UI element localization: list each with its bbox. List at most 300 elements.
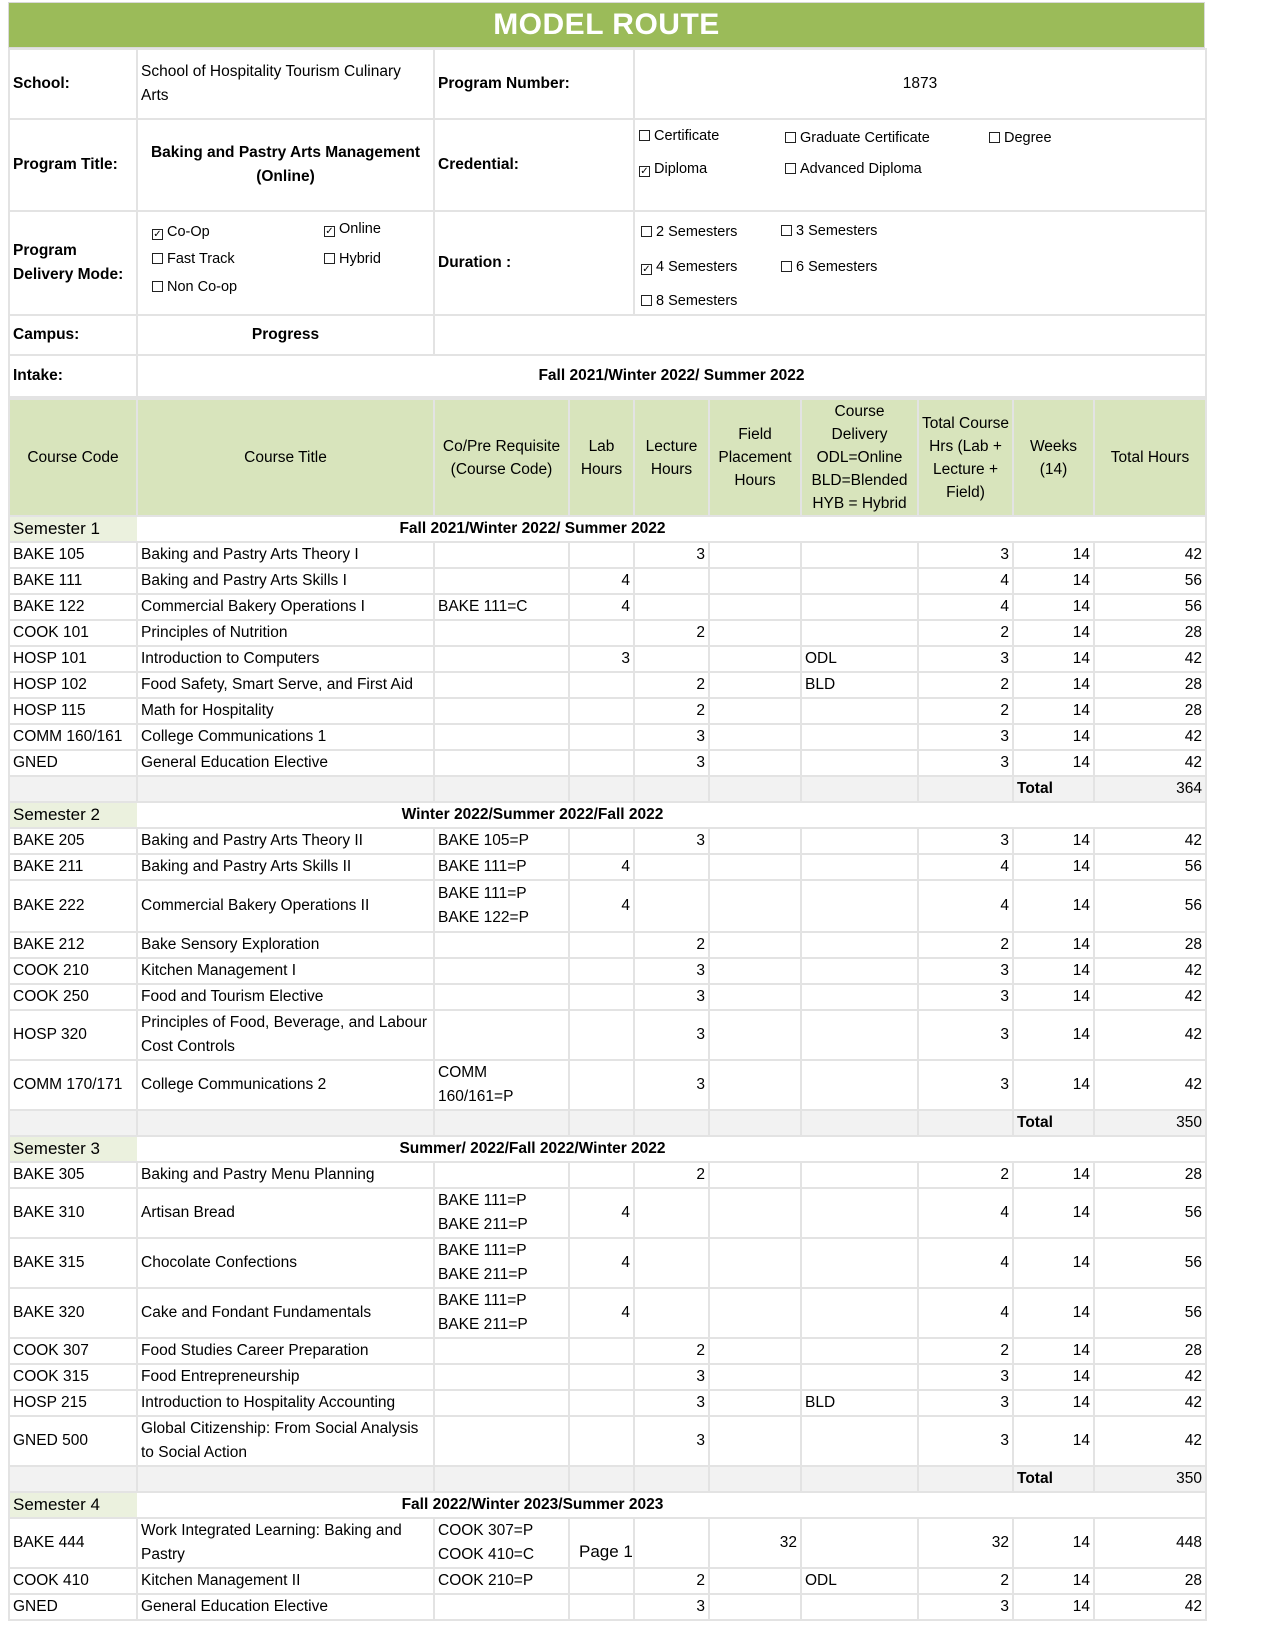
program-number-label: Program Number: (434, 49, 634, 119)
cell-delivery (801, 724, 918, 750)
cell-weeks: 14 (1013, 1390, 1094, 1416)
cell-delivery (801, 958, 918, 984)
cell-weeks: 14 (1013, 1416, 1094, 1466)
course-row (9, 1594, 1206, 1620)
cell-field (709, 672, 801, 698)
cell-course-hrs: 4 (918, 1188, 1013, 1238)
cell-code: COOK 315 (9, 1364, 137, 1390)
cell-delivery (801, 1162, 918, 1188)
column-header: Total Course Hrs (Lab + Lecture + Field) (918, 399, 1013, 516)
course-row (9, 984, 1206, 1010)
cell-delivery (801, 698, 918, 724)
empty-cell (801, 1110, 918, 1136)
cell-total: 28 (1094, 1568, 1206, 1594)
empty-cell (9, 1110, 137, 1136)
cell-field (709, 698, 801, 724)
cell-lab (569, 958, 634, 984)
cell-lab (569, 724, 634, 750)
campus-row (9, 315, 1206, 355)
unchecked-checkbox-icon[interactable] (152, 281, 163, 292)
cell-delivery: ODL (801, 1568, 918, 1594)
course-row (9, 854, 1206, 880)
course-row (9, 1288, 1206, 1338)
cell-total: 28 (1094, 672, 1206, 698)
semester-term: Fall 2021/Winter 2022/ Summer 2022 (137, 516, 1206, 542)
cell-title: Baking and Pastry Arts Skills I (137, 568, 434, 594)
option-label: Fast Track (167, 251, 235, 267)
cell-lecture: 2 (634, 932, 709, 958)
option-label: Advanced Diploma (800, 161, 922, 177)
cell-lecture: 2 (634, 672, 709, 698)
option-diploma[interactable] (639, 157, 707, 181)
course-row (9, 1162, 1206, 1188)
cell-course-hrs: 3 (918, 1010, 1013, 1060)
column-header: Total Hours (1094, 399, 1206, 516)
option-fast-track[interactable] (152, 247, 235, 271)
cell-prereq (434, 1594, 569, 1620)
cell-total: 56 (1094, 1188, 1206, 1238)
unchecked-checkbox-icon[interactable] (781, 261, 792, 272)
column-header: Field Placement Hours (709, 399, 801, 516)
checked-checkbox-icon[interactable]: ✓ (325, 226, 334, 237)
cell-total: 56 (1094, 568, 1206, 594)
option-hybrid[interactable] (324, 247, 381, 271)
cell-code: COOK 410 (9, 1568, 137, 1594)
cell-course-hrs: 3 (918, 646, 1013, 672)
cell-field (709, 854, 801, 880)
semester-label: Semester 2 (9, 802, 137, 828)
option-6-semesters[interactable] (781, 255, 877, 279)
course-row (9, 1010, 1206, 1060)
cell-field: 32 (709, 1518, 801, 1568)
cell-prereq: BAKE 111=P BAKE 211=P (434, 1188, 569, 1238)
checked-checkbox-icon[interactable]: ✓ (642, 264, 651, 275)
empty-cell (9, 776, 137, 802)
column-header: Lab Hours (569, 399, 634, 516)
cell-lab (569, 672, 634, 698)
cell-weeks: 14 (1013, 828, 1094, 854)
unchecked-checkbox-icon[interactable] (324, 253, 335, 264)
cell-field (709, 1338, 801, 1364)
cell-code: GNED (9, 750, 137, 776)
option-certificate[interactable] (639, 124, 719, 148)
cell-delivery (801, 1338, 918, 1364)
course-row (9, 958, 1206, 984)
cell-lab (569, 984, 634, 1010)
course-row (9, 698, 1206, 724)
cell-lab: 4 (569, 1238, 634, 1288)
option-label: Diploma (654, 161, 708, 177)
cell-lab (569, 1390, 634, 1416)
cell-prereq (434, 724, 569, 750)
cell-delivery (801, 1010, 918, 1060)
intake-value: Fall 2021/Winter 2022/ Summer 2022 (137, 355, 1206, 397)
semester-total-row (9, 1466, 1206, 1492)
cell-lecture: 3 (634, 1594, 709, 1620)
cell-field (709, 880, 801, 932)
cell-prereq: BAKE 111=P BAKE 211=P (434, 1238, 569, 1288)
cell-lab (569, 750, 634, 776)
column-header: Lecture Hours (634, 399, 709, 516)
cell-prereq (434, 984, 569, 1010)
empty-cell (137, 776, 434, 802)
cell-prereq: BAKE 111=P (434, 854, 569, 880)
unchecked-checkbox-icon[interactable] (785, 132, 796, 143)
cell-delivery: BLD (801, 1390, 918, 1416)
credential-label: Credential: (434, 119, 634, 211)
empty-cell (9, 1466, 137, 1492)
cell-field (709, 620, 801, 646)
cell-course-hrs: 2 (918, 932, 1013, 958)
cell-code: BAKE 310 (9, 1188, 137, 1238)
cell-weeks: 14 (1013, 1338, 1094, 1364)
cell-prereq (434, 932, 569, 958)
option-graduate-certificate[interactable] (785, 126, 930, 150)
empty-cell (801, 776, 918, 802)
empty-cell (918, 1110, 1013, 1136)
option-label: 8 Semesters (656, 293, 738, 309)
unchecked-checkbox-icon[interactable] (989, 132, 1000, 143)
cell-prereq: COMM 160/161=P (434, 1060, 569, 1110)
cell-lecture: 2 (634, 620, 709, 646)
cell-code: COOK 101 (9, 620, 137, 646)
cell-total: 42 (1094, 1390, 1206, 1416)
unchecked-checkbox-icon[interactable] (641, 295, 652, 306)
cell-prereq: BAKE 111=C (434, 594, 569, 620)
cell-course-hrs: 32 (918, 1518, 1013, 1568)
cell-prereq: BAKE 105=P (434, 828, 569, 854)
cell-field (709, 1188, 801, 1238)
checked-checkbox-icon[interactable]: ✓ (153, 229, 162, 240)
unchecked-checkbox-icon[interactable] (781, 225, 792, 236)
cell-title: Baking and Pastry Arts Theory I (137, 542, 434, 568)
cell-total: 42 (1094, 724, 1206, 750)
cell-delivery (801, 1416, 918, 1466)
cell-course-hrs: 3 (918, 958, 1013, 984)
cell-course-hrs: 3 (918, 1364, 1013, 1390)
empty-cell (569, 776, 634, 802)
cell-title: Baking and Pastry Menu Planning (137, 1162, 434, 1188)
cell-total: 28 (1094, 698, 1206, 724)
cell-title: General Education Elective (137, 1594, 434, 1620)
cell-code: BAKE 205 (9, 828, 137, 854)
option-label: 3 Semesters (796, 223, 878, 239)
cell-title: Principles of Food, Beverage, and Labour Cost Controls (137, 1010, 434, 1060)
cell-field (709, 1416, 801, 1466)
cell-weeks: 14 (1013, 880, 1094, 932)
cell-course-hrs: 3 (918, 828, 1013, 854)
option-label: Co-Op (167, 224, 210, 240)
option-advanced-diploma[interactable] (785, 157, 922, 181)
cell-code: GNED 500 (9, 1416, 137, 1466)
empty-cell (709, 1110, 801, 1136)
cell-total: 28 (1094, 932, 1206, 958)
semester-term: Winter 2022/Summer 2022/Fall 2022 (137, 802, 1206, 828)
option-4-semesters[interactable] (641, 255, 737, 279)
semester-header-row (9, 516, 1206, 542)
cell-prereq: BAKE 111=P BAKE 122=P (434, 880, 569, 932)
cell-course-hrs: 2 (918, 1338, 1013, 1364)
cell-field (709, 1594, 801, 1620)
semester-header-row (9, 1492, 1206, 1518)
empty-cell (801, 1466, 918, 1492)
page-number: Page 1 (579, 1542, 633, 1561)
semester-total-value: 350 (1094, 1466, 1206, 1492)
unchecked-checkbox-icon[interactable] (641, 226, 652, 237)
cell-lecture (634, 1288, 709, 1338)
delivery-mode-label: Program Delivery Mode: (9, 211, 137, 315)
course-table (8, 398, 1207, 1621)
cell-prereq (434, 672, 569, 698)
option-label: Degree (1004, 130, 1052, 146)
cell-lab: 4 (569, 594, 634, 620)
cell-total: 42 (1094, 542, 1206, 568)
empty-cell (434, 1110, 569, 1136)
course-row (9, 724, 1206, 750)
cell-field (709, 1162, 801, 1188)
option-degree[interactable] (989, 126, 1052, 150)
school-value: School of Hospitality Tourism Culinary Arts (137, 49, 434, 119)
option-co-op[interactable] (152, 220, 210, 244)
cell-code: BAKE 111 (9, 568, 137, 594)
total-label: Total (1013, 1110, 1094, 1136)
semester-label: Semester 1 (9, 516, 137, 542)
cell-lecture: 3 (634, 1416, 709, 1466)
cell-weeks: 14 (1013, 724, 1094, 750)
cell-course-hrs: 4 (918, 854, 1013, 880)
option-8-semesters[interactable] (641, 289, 737, 313)
cell-delivery (801, 620, 918, 646)
course-row (9, 1390, 1206, 1416)
cell-course-hrs: 4 (918, 1288, 1013, 1338)
cell-course-hrs: 3 (918, 724, 1013, 750)
cell-lab (569, 1364, 634, 1390)
cell-field (709, 1060, 801, 1110)
cell-lab (569, 542, 634, 568)
cell-lecture (634, 1518, 709, 1568)
cell-course-hrs: 3 (918, 984, 1013, 1010)
cell-weeks: 14 (1013, 1188, 1094, 1238)
total-label: Total (1013, 776, 1094, 802)
cell-delivery (801, 1238, 918, 1288)
cell-delivery (801, 1518, 918, 1568)
option-non-co-op[interactable] (152, 275, 237, 299)
cell-lab: 4 (569, 568, 634, 594)
cell-prereq (434, 750, 569, 776)
cell-course-hrs: 4 (918, 594, 1013, 620)
cell-weeks: 14 (1013, 1518, 1094, 1568)
cell-delivery (801, 984, 918, 1010)
option-3-semesters[interactable] (781, 219, 877, 243)
cell-total: 42 (1094, 1010, 1206, 1060)
cell-field (709, 1390, 801, 1416)
cell-code: HOSP 101 (9, 646, 137, 672)
cell-code: GNED (9, 1594, 137, 1620)
option-label: 4 Semesters (656, 259, 738, 275)
program-title-value: Baking and Pastry Arts Management (Online) (137, 119, 434, 211)
cell-course-hrs: 3 (918, 1594, 1013, 1620)
cell-lecture: 3 (634, 1060, 709, 1110)
cell-delivery (801, 854, 918, 880)
cell-code: COMM 160/161 (9, 724, 137, 750)
cell-field (709, 542, 801, 568)
column-header: Course Delivery ODL=Online BLD=Blended HYB = Hybrid (801, 399, 918, 516)
cell-weeks: 14 (1013, 542, 1094, 568)
cell-total: 448 (1094, 1518, 1206, 1568)
course-row (9, 828, 1206, 854)
delivery-duration-row (9, 211, 1206, 315)
semester-total-value: 364 (1094, 776, 1206, 802)
cell-prereq (434, 542, 569, 568)
empty-cell (634, 776, 709, 802)
model-route-page (8, 2, 1205, 1621)
cell-prereq (434, 646, 569, 672)
option-2-semesters[interactable] (641, 220, 737, 244)
cell-prereq (434, 568, 569, 594)
cell-delivery (801, 750, 918, 776)
course-row (9, 1338, 1206, 1364)
course-row (9, 594, 1206, 620)
option-label: 2 Semesters (656, 224, 738, 240)
column-header: Weeks (14) (1013, 399, 1094, 516)
cell-course-hrs: 3 (918, 750, 1013, 776)
empty-cell (137, 1110, 434, 1136)
column-header-row (9, 399, 1206, 516)
cell-title: Baking and Pastry Arts Theory II (137, 828, 434, 854)
course-row (9, 880, 1206, 932)
unchecked-checkbox-icon[interactable] (785, 163, 796, 174)
empty-cell (918, 1466, 1013, 1492)
cell-lecture (634, 568, 709, 594)
program-info-table (8, 48, 1207, 398)
cell-lab (569, 620, 634, 646)
cell-field (709, 594, 801, 620)
cell-lab: 4 (569, 1288, 634, 1338)
cell-code: BAKE 212 (9, 932, 137, 958)
option-label: 6 Semesters (796, 259, 878, 275)
cell-weeks: 14 (1013, 1060, 1094, 1110)
cell-course-hrs: 4 (918, 1238, 1013, 1288)
cell-prereq (434, 1162, 569, 1188)
cell-title: Commercial Bakery Operations II (137, 880, 434, 932)
cell-title: Introduction to Computers (137, 646, 434, 672)
cell-lecture: 3 (634, 1364, 709, 1390)
intake-row (9, 355, 1206, 397)
cell-delivery (801, 932, 918, 958)
cell-field (709, 828, 801, 854)
cell-title: Food Studies Career Preparation (137, 1338, 434, 1364)
cell-total: 42 (1094, 1594, 1206, 1620)
cell-lecture (634, 646, 709, 672)
cell-title: Baking and Pastry Arts Skills II (137, 854, 434, 880)
cell-code: HOSP 115 (9, 698, 137, 724)
cell-total: 42 (1094, 1060, 1206, 1110)
course-row (9, 1238, 1206, 1288)
course-row (9, 568, 1206, 594)
cell-field (709, 1568, 801, 1594)
option-label: Graduate Certificate (800, 130, 930, 146)
cell-lab (569, 828, 634, 854)
cell-lecture (634, 854, 709, 880)
cell-total: 42 (1094, 646, 1206, 672)
cell-delivery (801, 1060, 918, 1110)
cell-title: Food Entrepreneurship (137, 1364, 434, 1390)
unchecked-checkbox-icon[interactable] (639, 130, 650, 141)
cell-course-hrs: 3 (918, 542, 1013, 568)
cell-course-hrs: 2 (918, 672, 1013, 698)
cell-title: Artisan Bread (137, 1188, 434, 1238)
semester-total-value: 350 (1094, 1110, 1206, 1136)
course-row (9, 1416, 1206, 1466)
cell-weeks: 14 (1013, 646, 1094, 672)
cell-title: Kitchen Management II (137, 1568, 434, 1594)
cell-total: 42 (1094, 958, 1206, 984)
program-title-label: Program Title: (9, 119, 137, 211)
cell-code: COOK 250 (9, 984, 137, 1010)
cell-prereq (434, 1416, 569, 1466)
cell-field (709, 958, 801, 984)
cell-lab (569, 1162, 634, 1188)
unchecked-checkbox-icon[interactable] (152, 253, 163, 264)
cell-title: Introduction to Hospitality Accounting (137, 1390, 434, 1416)
cell-prereq: COOK 210=P (434, 1568, 569, 1594)
cell-weeks: 14 (1013, 672, 1094, 698)
page-title: MODEL ROUTE (8, 2, 1205, 48)
cell-title: Food and Tourism Elective (137, 984, 434, 1010)
cell-total: 28 (1094, 620, 1206, 646)
cell-course-hrs: 2 (918, 620, 1013, 646)
cell-lab (569, 1594, 634, 1620)
checked-checkbox-icon[interactable]: ✓ (640, 166, 649, 177)
semester-term: Summer/ 2022/Fall 2022/Winter 2022 (137, 1136, 1206, 1162)
cell-lab (569, 1060, 634, 1110)
empty-cell (434, 1466, 569, 1492)
cell-prereq (434, 620, 569, 646)
cell-weeks: 14 (1013, 620, 1094, 646)
cell-lecture: 3 (634, 958, 709, 984)
cell-title: College Communications 1 (137, 724, 434, 750)
cell-weeks: 14 (1013, 1364, 1094, 1390)
cell-total: 28 (1094, 1338, 1206, 1364)
cell-prereq (434, 1390, 569, 1416)
cell-code: BAKE 105 (9, 542, 137, 568)
cell-prereq: COOK 307=P COOK 410=C (434, 1518, 569, 1568)
course-row (9, 1060, 1206, 1110)
cell-weeks: 14 (1013, 594, 1094, 620)
cell-delivery (801, 1288, 918, 1338)
course-row (9, 542, 1206, 568)
cell-code: COMM 170/171 (9, 1060, 137, 1110)
cell-title: Chocolate Confections (137, 1238, 434, 1288)
course-row (9, 1364, 1206, 1390)
cell-weeks: 14 (1013, 958, 1094, 984)
course-row (9, 750, 1206, 776)
option-online[interactable] (324, 217, 381, 241)
cell-title: College Communications 2 (137, 1060, 434, 1110)
cell-lecture: 3 (634, 828, 709, 854)
column-header: Course Title (137, 399, 434, 516)
cell-code: BAKE 444 (9, 1518, 137, 1568)
cell-field (709, 1238, 801, 1288)
course-row (9, 620, 1206, 646)
option-label: Non Co-op (167, 279, 238, 295)
cell-field (709, 724, 801, 750)
cell-code: BAKE 315 (9, 1238, 137, 1288)
cell-course-hrs: 2 (918, 1162, 1013, 1188)
empty-cell (434, 776, 569, 802)
cell-weeks: 14 (1013, 1010, 1094, 1060)
empty-cell (634, 1110, 709, 1136)
